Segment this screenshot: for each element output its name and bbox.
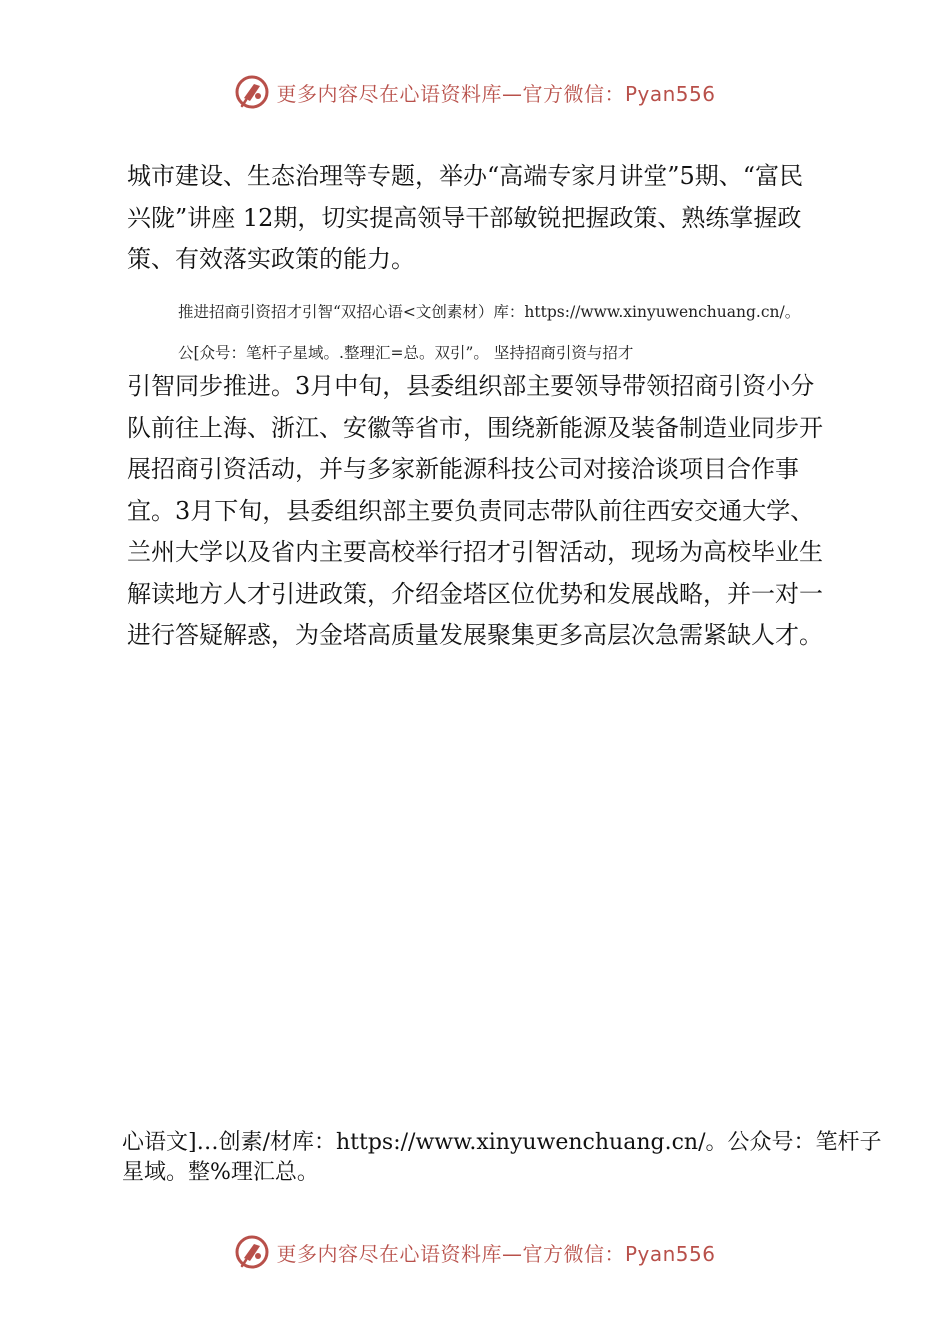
- watermark-line-1: 推进招商引资招才引智“双招心语<文创素材）库：https://www.xinyuwenchuang.cn/。: [178, 303, 801, 321]
- footer-note: 心语文]…创素/材库：https://www.xinyuwenchuang.cn/。公众号：笔杆子星域。整%理汇总。: [122, 1130, 882, 1185]
- footer-banner: [0, 1230, 950, 1274]
- seal-logo-icon: [234, 74, 270, 110]
- header-banner-text: 更多内容尽在心语资料库—官方微信：Pyan556: [276, 81, 716, 106]
- watermark-line-2: 公[众号：笔杆子星域。.整理汇=总。双引”。 坚持招商引资与招才: [178, 344, 634, 362]
- header-banner: [0, 70, 950, 114]
- paragraph-2: 引智同步推进。3月中旬，县委组织部主要领导带领招商引资小分队前往上海、浙江、安徽等省市，围绕新能源及装备制造业同步开展招商引资活动，并与多家新能源科技公司对接洽谈项目合作事宜。3月下旬，县委组织部主要负责同志带队前往西安交通大学、兰州大学以及省内主要高校举行招才引智活动，现场为高校毕业生解读地方人才引进政策，介绍金塔区位优势和发展战略，并一对一进行答疑解惑，为金塔高质量发展聚集更多高层次急需紧缺人才。: [127, 372, 823, 649]
- footer-banner-text: 更多内容尽在心语资料库—官方微信：Pyan556: [276, 1241, 716, 1266]
- paragraph-1: 城市建设、生态治理等专题，举办“高端专家月讲堂”5期、“富民兴陇”讲座 12期，切实提高领导干部敏锐把握政策、熟练掌握政策、有效落实政策的能力。: [127, 162, 804, 273]
- seal-logo-icon: [234, 1234, 270, 1270]
